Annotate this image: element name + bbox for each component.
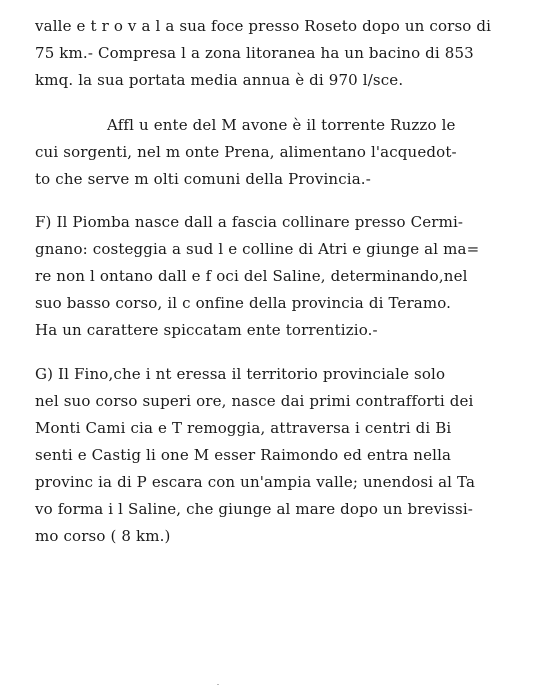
text-line: 75 km.- Compresa l a zona litoranea ha un bacino di 853 bbox=[35, 44, 474, 62]
text-line: nel suo corso superi ore, nasce dai primi contrafforti dei bbox=[35, 392, 474, 410]
text-line: Ha un carattere spiccatam ente torrentizio.- bbox=[35, 321, 378, 339]
text-line: mo corso ( 8 km.) bbox=[35, 527, 171, 545]
text-line: valle e t r o v a l a sua foce presso Roseto dopo un corso di bbox=[35, 17, 492, 35]
text-line: G) Il Fino,che i nt eressa il territorio provinciale solo bbox=[35, 365, 446, 383]
text-line: re non l ontano dall e f oci del Saline, determinando,nel bbox=[35, 267, 468, 285]
text-line: Affl u ente del M avone è il torrente Ruzzo le bbox=[107, 116, 456, 134]
scan-speck bbox=[217, 684, 219, 685]
text-line: kmq. la sua portata media annua è di 970 l/sce. bbox=[35, 71, 404, 89]
text-line: provinc ia di P escara con un'ampia valle; unendosi al Ta bbox=[35, 473, 476, 491]
text-line: to che serve m olti comuni della Provincia.- bbox=[35, 170, 371, 188]
text-line: senti e Castig li one M esser Raimondo ed entra nella bbox=[35, 446, 452, 464]
text-line: suo basso corso, il c onfine della provincia di Teramo. bbox=[35, 294, 452, 312]
text-line: vo forma i l Saline, che giunge al mare dopo un brevissi- bbox=[35, 500, 473, 518]
text-line: Monti Cami cia e T remoggia, attraversa i centri di Bi bbox=[35, 419, 452, 437]
text-line: gnano: costeggia a sud l e colline di Atri e giunge al ma= bbox=[35, 240, 480, 258]
text-line: F) Il Piomba nasce dall a fascia collinare presso Cermi- bbox=[35, 213, 464, 231]
text-line: cui sorgenti, nel m onte Prena, alimentano l'acquedot- bbox=[35, 143, 457, 161]
